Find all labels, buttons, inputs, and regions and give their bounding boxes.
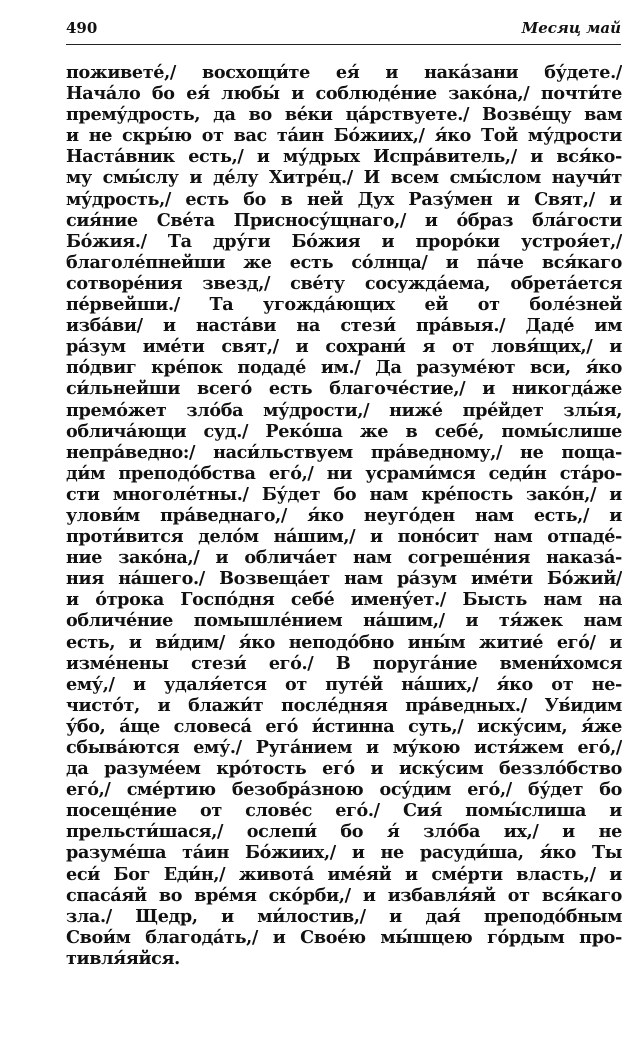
text-line: Нача́ло бо ея́ любы́ и соблюде́ние зако́на,/ почти́те <box>66 83 622 105</box>
page-header <box>66 16 621 40</box>
text-line: зла./ Щедр, и ми́лостив,/ и дая́ преподо́бным <box>66 905 622 927</box>
text-line: пе́рвейши./ Та угожда́ющих ей от боле́зней <box>66 294 622 316</box>
text-line: Свои́м благода́ть,/ и Свое́ю мы́шцею го́рдым про- <box>66 926 622 948</box>
page-number: 490 <box>66 19 98 37</box>
text-line: улови́м пра́веднаго,/ я́ко неуго́ден нам есть,/ и <box>66 504 622 526</box>
text-line: да разуме́ем кро́тость его́ и иску́сим беззло́бство <box>66 758 622 780</box>
text-line: проти́вится дело́м на́шим,/ и поно́сит нам отпаде́- <box>66 526 622 548</box>
text-line: сотворе́ния звезд,/ све́ту сосужда́ема, обрета́ется <box>66 272 622 294</box>
text-line: му́дрость,/ есть бо в ней Дух Разу́мен и Свят,/ и <box>66 188 622 210</box>
text-line: спаса́яй во вре́мя ско́рби,/ и избавля́яй от вся́каго <box>66 884 622 906</box>
text-line: сбыва́ются ему́./ Руга́нием и му́кою истя́жем его́,/ <box>66 737 622 758</box>
text-line: си́льнейши всего́ есть благоче́стие,/ и никогда́же <box>66 378 622 400</box>
text-line: сия́ние Све́та Присноcу́щнаго,/ и о́браз бла́гости <box>66 209 622 231</box>
text-line: чисто́т, и блажи́т после́дняя пра́ведных./ Ув́идим <box>66 694 622 716</box>
text-line: благоле́пнейши же есть со́лнца/ и па́че вся́каго <box>66 251 622 273</box>
text-line: ния на́шего./ Возвеща́ет нам ра́зум име́ти Бо́жий/ <box>66 568 622 590</box>
text-line: посеще́ние от слове́с его́./ Сия́ помы́слиша и <box>66 800 622 822</box>
text-line: Наста́вник есть,/ и му́дрых Испра́витель,/ и вся́ко- <box>66 146 622 168</box>
text-line: еси́ Бог Еди́н,/ живота́ име́яй и сме́рти власть,/ и <box>66 863 622 885</box>
text-line: у́бо, а́ще словеса́ его́ и́стинна суть,/ иску́сим, я́же <box>66 715 622 737</box>
text-line: му смы́слу и де́лу Хитре́ц./ И всем смы́слом научи́т <box>66 167 622 189</box>
text-line: поживете́,/ восхощи́те ея́ и нака́зани бу́дете./ <box>66 62 622 83</box>
text-line: обличе́ние помышле́нием на́шим,/ и тя́жек нам <box>66 610 622 632</box>
text-line: изба́ви/ и наста́ви на стези́ пра́выя./ Даде́ им <box>66 315 622 337</box>
text-line: ему́,/ и удаля́ется от путе́й на́ших,/ я́ко от не- <box>66 673 622 695</box>
text-line: по́двиг кре́пок подаде́ им./ Да разуме́ют вси, я́ко <box>66 357 622 379</box>
text-line: прельсти́шася,/ ослепи́ бо я́ зло́ба их,/ и не <box>66 821 622 843</box>
text-line: изме́нены стези́ его́./ В поруга́ние вмени́хомся <box>66 652 622 674</box>
body-text <box>66 62 622 969</box>
text-line: облича́ющи суд./ Реко́ша же в себе́, помы́слише <box>66 420 622 442</box>
running-title: Месяц май <box>521 19 621 37</box>
text-line: ние зако́на,/ и облича́ет нам согреше́ния наказа́- <box>66 547 622 569</box>
text-line: сти многоле́тны./ Бу́дет бо нам кре́пость зако́н,/ и <box>66 483 622 505</box>
header-rule <box>66 44 621 45</box>
text-line: премо́жет зло́ба му́дрости,/ ниже́ пре́йдет злы́я, <box>66 399 622 421</box>
text-line: есть, и ви́дим/ я́ко неподо́бно ины́м житие́ его́/ и <box>66 631 622 653</box>
text-line: и не скры́ю от вас та́ин Бо́жиих,/ я́ко Той му́дрости <box>66 125 622 147</box>
text-line: разуме́ша та́ин Бо́жиих,/ и не расуди́ша, я́ко Ты <box>66 842 622 864</box>
text-line: непра́ведно:/ наси́льствуем пра́ведному,/ не поща- <box>66 441 622 463</box>
text-line: его́,/ сме́ртию безобра́зною осу́дим его́,/ бу́дет бо <box>66 779 622 801</box>
text-line: Бо́жия./ Та дру́ги Бо́жия и проро́ки устроя́ет,/ <box>66 230 622 252</box>
text-line: тивля́яйся. <box>66 947 180 969</box>
text-line: ди́м преподо́бства его́,/ ни усрами́мся седи́н ста́ро- <box>66 462 622 484</box>
text-line: прему́дрость, да во ве́ки ца́рствуете./ Возве́щу вам <box>66 104 622 126</box>
text-line: ра́зум име́ти свят,/ и сохрани́ я от ловя́щих,/ и <box>66 336 622 358</box>
text-line: и о́трока Госпо́дня себе́ имену́ет./ Бысть нам на <box>66 589 622 611</box>
